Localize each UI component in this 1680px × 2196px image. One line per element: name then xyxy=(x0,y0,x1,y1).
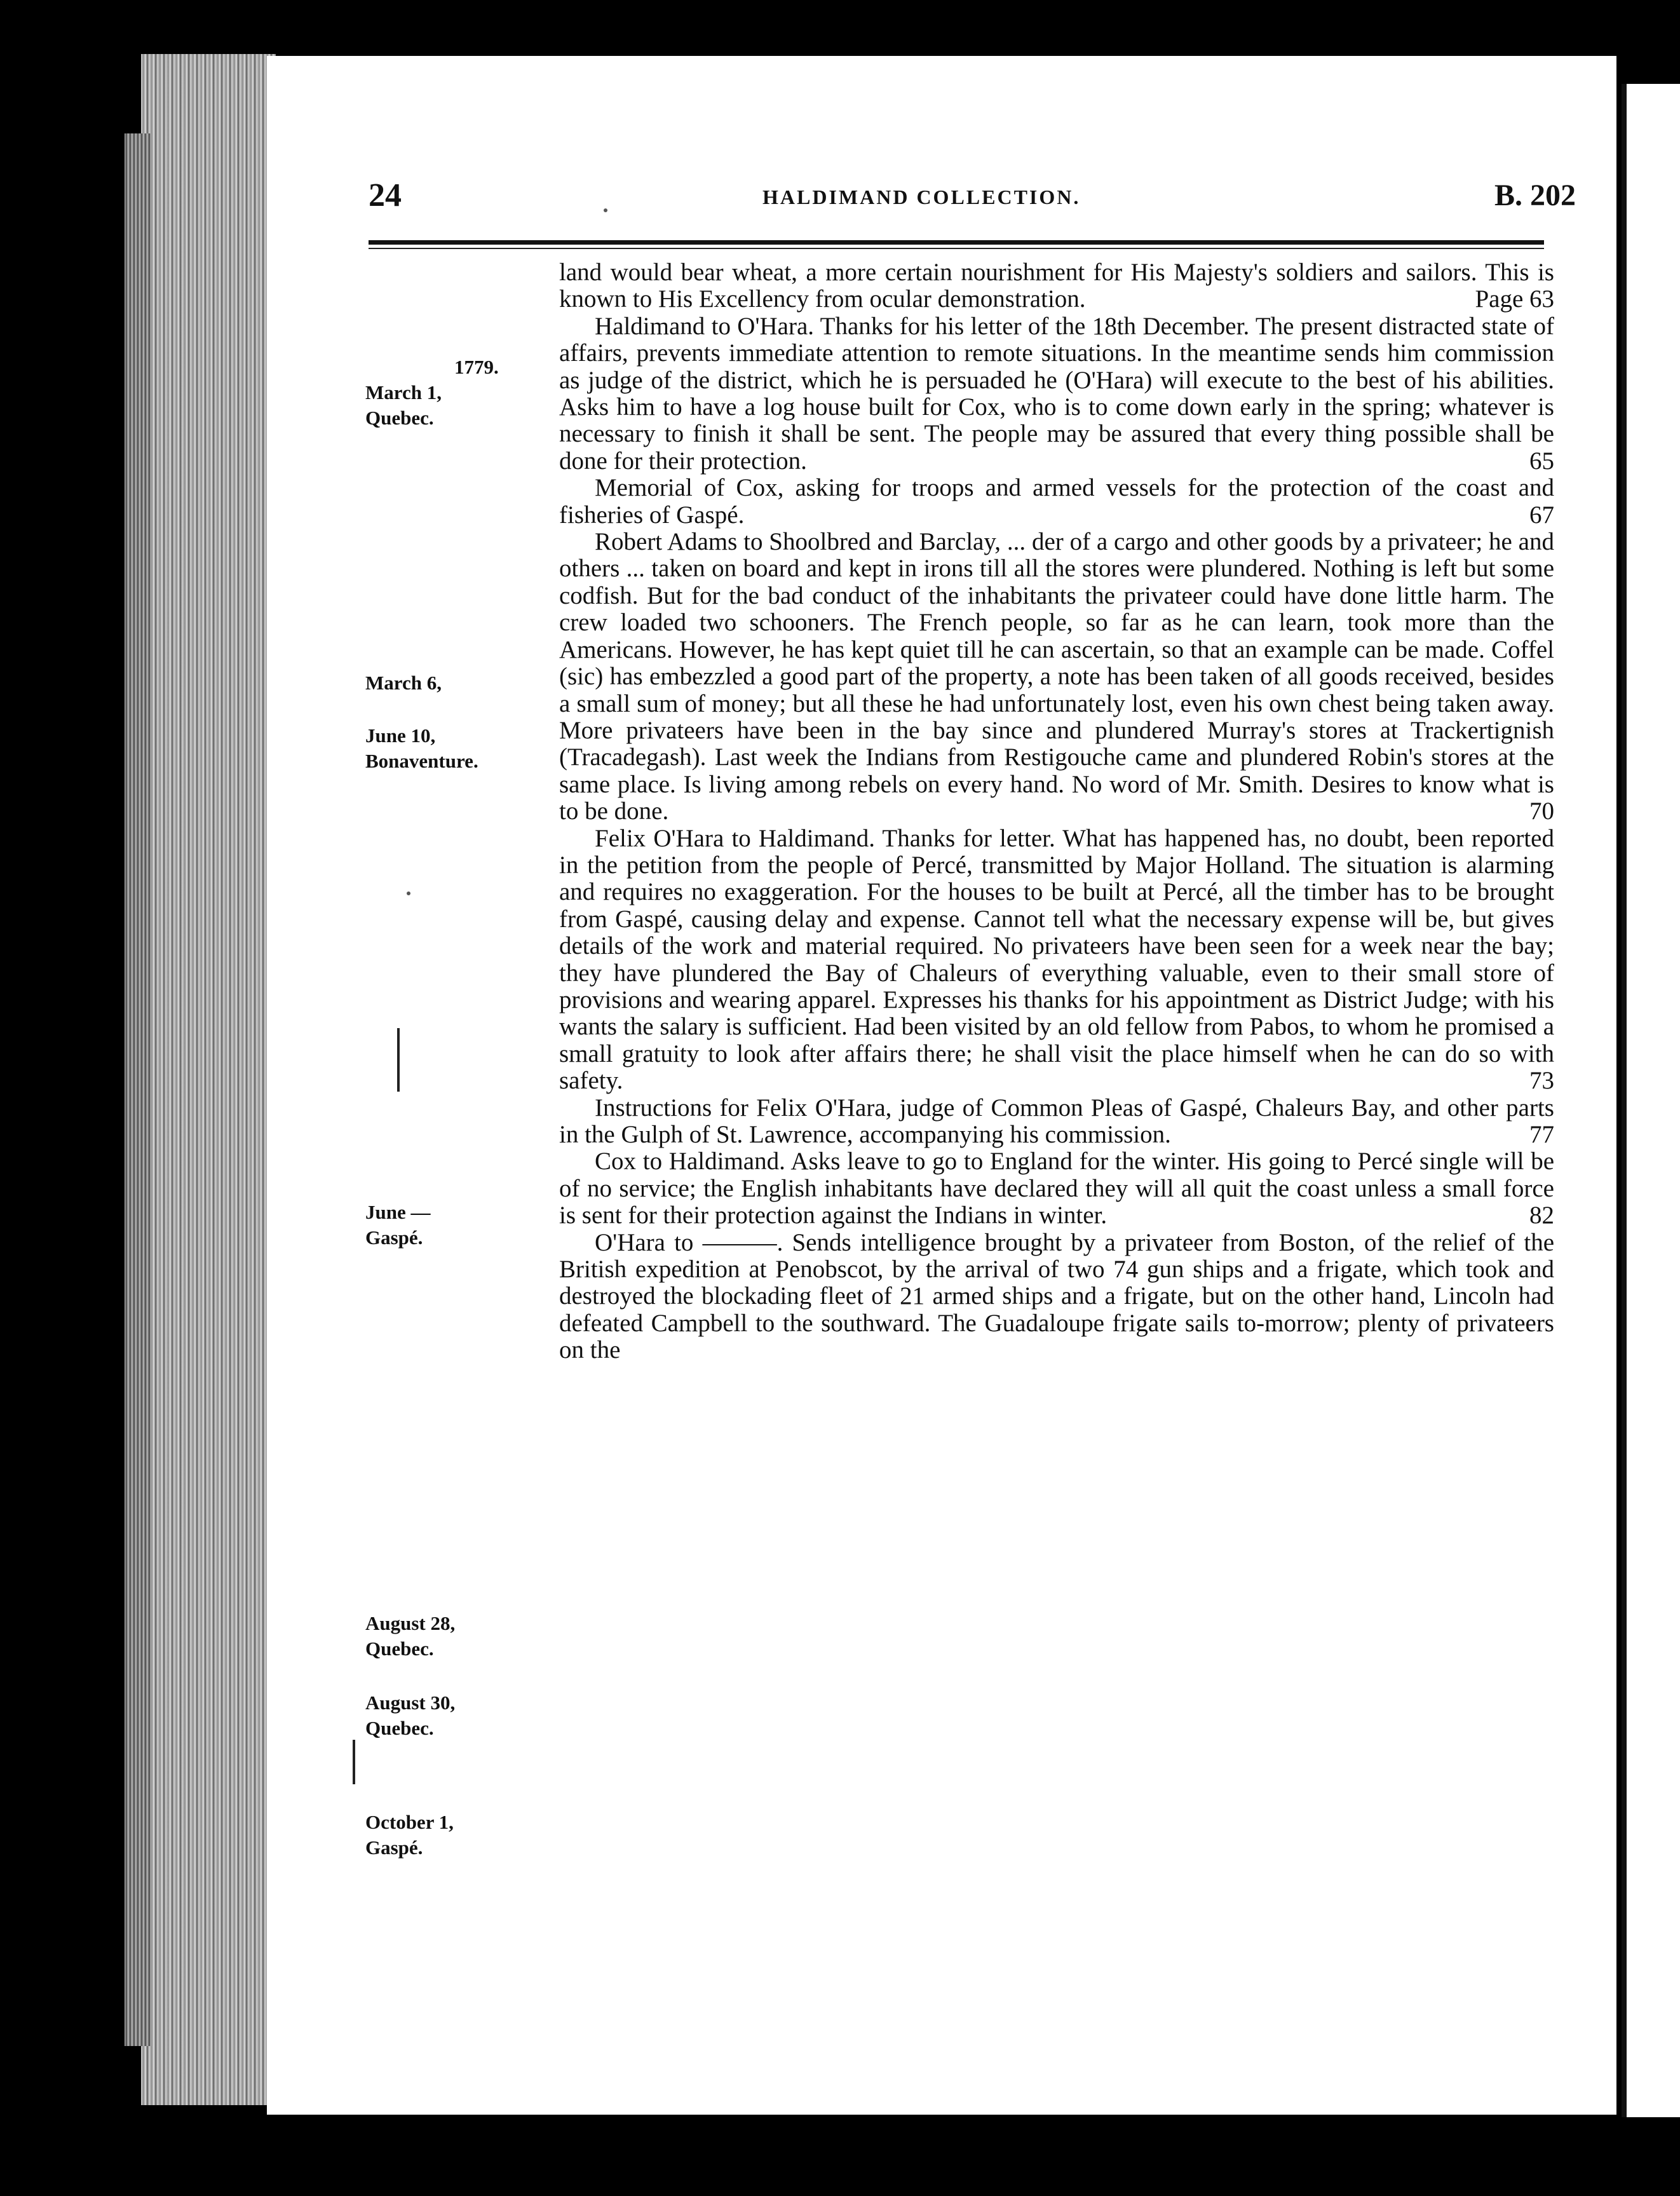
page-reference: 70 xyxy=(1529,797,1554,825)
entry-continuation: land would bear wheat, a more certain nourishment for His Majesty's soldiers and sailors. This is known to His Excellency from ocular demonstration. xyxy=(559,259,1554,313)
running-title: HALDIMAND COLLECTION. xyxy=(762,186,1081,208)
margin-place: Bonaventure. xyxy=(365,750,478,772)
margin-day: June — xyxy=(365,1201,431,1223)
scan-mark xyxy=(353,1740,355,1784)
entry-cox-to-haldimand: Cox to Haldimand. Asks leave to go to England for the winter. His going to Percé single will be of no service; the English inhabitants have declared they will all quit the coast unless a small force is sent for their protection against the Indians in winter. xyxy=(559,1148,1554,1230)
page-number: 24 xyxy=(369,177,402,214)
entry-felix-ohara: Felix O'Hara to Haldimand. Thanks for letter. What has happened has, no doubt, been reported in the petition from the people of Percé, transmitted by Major Holland. The situation is alarming and requires no exaggeration. For the houses to be built at Percé, all the timber has to be brought from Gaspé, causing delay and expense. Cannot tell what the necessary expense will be, but gives details of the work and material required. No privateers have been seen for a week near the bay; they have plundered the Bay of Chaleurs of everything valuable, even to their small store of provisions and wearing apparel. Expresses his thanks for his appointment as District Judge; with his wants the salary is sufficient. Had been visited by an old fellow from Pabos, to whom he promised a small gratuity to look after affairs there; he shall visit the place himself when he can do so with safety. xyxy=(559,824,1554,1095)
margin-note-october-1 xyxy=(365,1810,632,1860)
entry-memorial-of-cox: Memorial of Cox, asking for troops and armed vessels for the protection of the coast and fisheries of Gaspé. xyxy=(559,474,1554,529)
margin-place: Quebec. xyxy=(365,407,434,429)
page-reference: 77 xyxy=(1529,1121,1554,1149)
scanned-page xyxy=(267,56,1616,2115)
scan-dot xyxy=(407,891,410,895)
entry-ohara-to-blank: O'Hara to ———. Sends intelligence brought by a privateer from Boston, of the relief of the British expedition at Penobscot, by the arrival of two 74 gun ships and a frigate, which took and destroyed the blockading fleet of 21 armed ships and a frigate, but on the other hand, Lincoln had defeated Campbell to the southward. The Guadaloupe frigate sails to-morrow; plenty of privateers on the xyxy=(559,1228,1554,1364)
entry-haldimand-to-ohara: Haldimand to O'Hara. Thanks for his letter of the 18th December. The present distracted state of affairs, prevents immediate attention to remote situations. In the meantime sends him commission as judge of the district, which he is persuaded he (O'Hara) will execute to the best of his abilities. Asks him to have a log house built for Cox, who is to come down early in the spring; whatever is necessary to finish it shall be sent. The people may be assured that every thing possible shall be done for their protection. xyxy=(559,312,1554,475)
margin-day: August 28, xyxy=(365,1612,456,1634)
page-reference: 67 xyxy=(1529,501,1554,529)
margin-note-august-28 xyxy=(365,1611,632,1662)
book-page-edges xyxy=(141,54,276,2105)
margin-day: October 1, xyxy=(365,1811,454,1833)
margin-place: Quebec. xyxy=(365,1637,434,1660)
margin-day: March 1, xyxy=(365,381,442,403)
margin-day: August 30, xyxy=(365,1691,456,1714)
margin-place: Gaspé. xyxy=(365,1226,423,1249)
entry-robert-adams: Robert Adams to Shoolbred and Barclay, ... der of a cargo and other goods by a privateer; he and others ... taken on board and kept in irons till all the stores were plundered. Nothing is left but some codfish. But for the bad conduct of the inhabitants the privateer could have done little harm. The crew loaded two schooners. The French people, so far as he can learn, took more than the Americans. However, he has kept quiet till he can ascertain, so that an example can be made. Coffel (sic) has embezzled a good part of the property, a note has been taken of all goods received, besides a small sum of money; but all these he had unfortunately lost, even his own chest being taken away. More privateers have been in the bay since and plundered Murray's stores at Trackertignish (Tracadegash). Last week the Indians from Restigouche came and plundered Robin's stores at the same place. Is living among rebels on every hand. No word of Mr. Smith. Desires to know what is to be done. xyxy=(559,528,1554,825)
page-reference: 73 xyxy=(1529,1067,1554,1095)
page-reference: 65 xyxy=(1529,447,1554,475)
margin-note-august-30 xyxy=(365,1690,632,1741)
main-text xyxy=(559,259,1554,1364)
header-rule xyxy=(369,240,1544,245)
header-rule-thin xyxy=(369,248,1544,249)
facing-page xyxy=(1622,84,1680,2117)
margin-place: Quebec. xyxy=(365,1717,434,1739)
page-header xyxy=(369,177,1576,227)
entry-instructions: Instructions for Felix O'Hara, judge of Common Pleas of Gaspé, Chaleurs Bay, and other parts in the Gulph of St. Lawrence, accompanying his commission. xyxy=(559,1094,1554,1148)
margin-day: June 10, xyxy=(365,724,436,747)
scan-dot xyxy=(604,208,607,212)
page-reference: Page 63 xyxy=(1475,285,1554,313)
gutter-shadow xyxy=(1622,84,1627,2117)
margin-day: March 6, xyxy=(365,672,442,694)
scan-mark xyxy=(397,1028,400,1092)
margin-place: Gaspé. xyxy=(365,1836,423,1859)
book-spine-shadow xyxy=(125,133,151,2046)
collection-reference: B. 202 xyxy=(1494,179,1576,212)
page-reference: 82 xyxy=(1529,1202,1554,1230)
margin-year: 1779. xyxy=(454,356,499,378)
